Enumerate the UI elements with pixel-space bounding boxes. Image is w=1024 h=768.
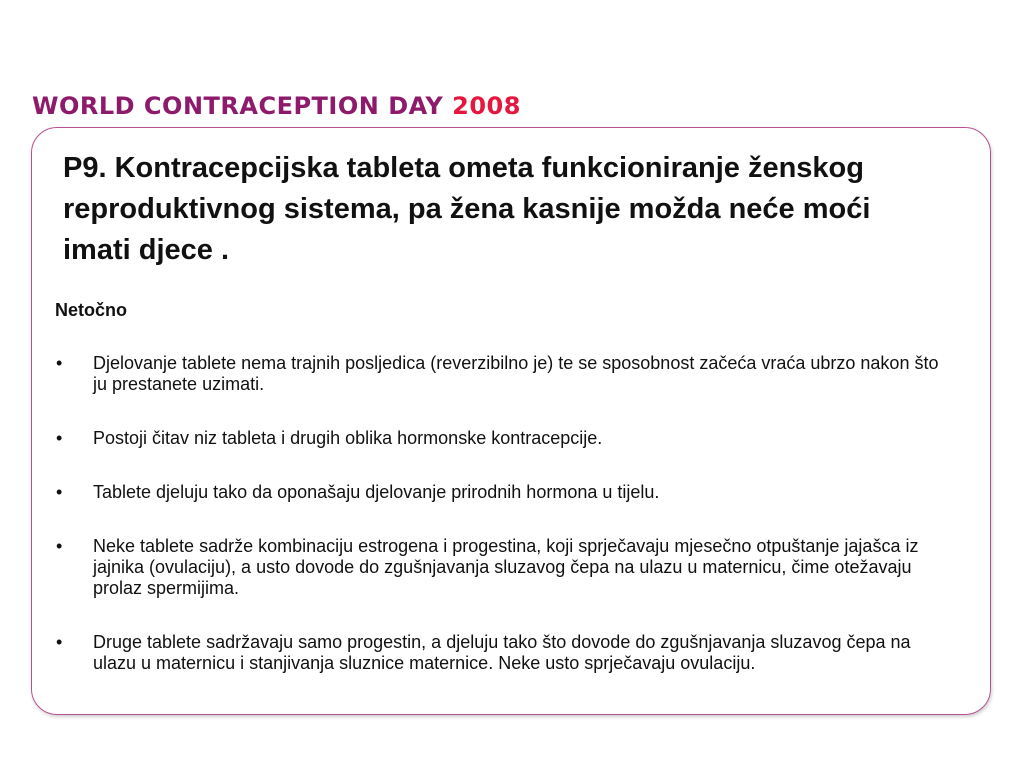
verdict-label: Netočno (55, 300, 127, 320)
bullet-dot: • (56, 482, 63, 502)
bullet-text: Druge tablete sadržavaju samo progestin, a djeluju tako što dovode do zgušnjavanja sluzavog čepa na ulazu u maternicu i stanjivanja sluznice maternice. Neke usto sprječavaju ovulaciju. (93, 632, 911, 673)
bullet-text: Djelovanje tablete nema trajnih posljedica (reverzibilno je) te se sposobnost začeća vraća ubrzo nakon što ju prestanete uzimati. (93, 353, 939, 394)
bullet-item (55, 353, 955, 395)
bullet-text: Neke tablete sadrže kombinaciju estrogena i progestina, koji sprječavaju mjesečno otpuštanje jajašca iz jajnika (ovulaciju), a usto dovode do zgušnjavanja sluzavog čepa na ulazu u maternicu, čime otežavaju prolaz spermijima. (93, 536, 919, 598)
bullet-dot: • (56, 536, 63, 556)
bullet-dot: • (56, 428, 63, 448)
bullet-text: Tablete djeluju tako da oponašaju djelovanje prirodnih hormona u tijelu. (93, 482, 660, 502)
bullet-item (55, 536, 955, 599)
world-contraception-day-banner (32, 92, 521, 120)
bullet-dot: • (56, 632, 63, 652)
slide-heading: P9. Kontracepcijska tableta ometa funkcioniranje ženskog reproduktivnog sistema, pa žena kasnije možda neće moći imati djece . (63, 152, 871, 266)
bullet-list (55, 353, 955, 707)
bullet-item (55, 482, 955, 503)
banner-year: 2008 (452, 92, 521, 120)
bullet-item (55, 632, 955, 674)
bullet-item (55, 428, 955, 449)
bullet-text: Postoji čitav niz tableta i drugih oblika hormonske kontracepcije. (93, 428, 603, 448)
bullet-dot: • (56, 353, 63, 373)
banner-title: WORLD CONTRACEPTION DAY (32, 92, 444, 120)
